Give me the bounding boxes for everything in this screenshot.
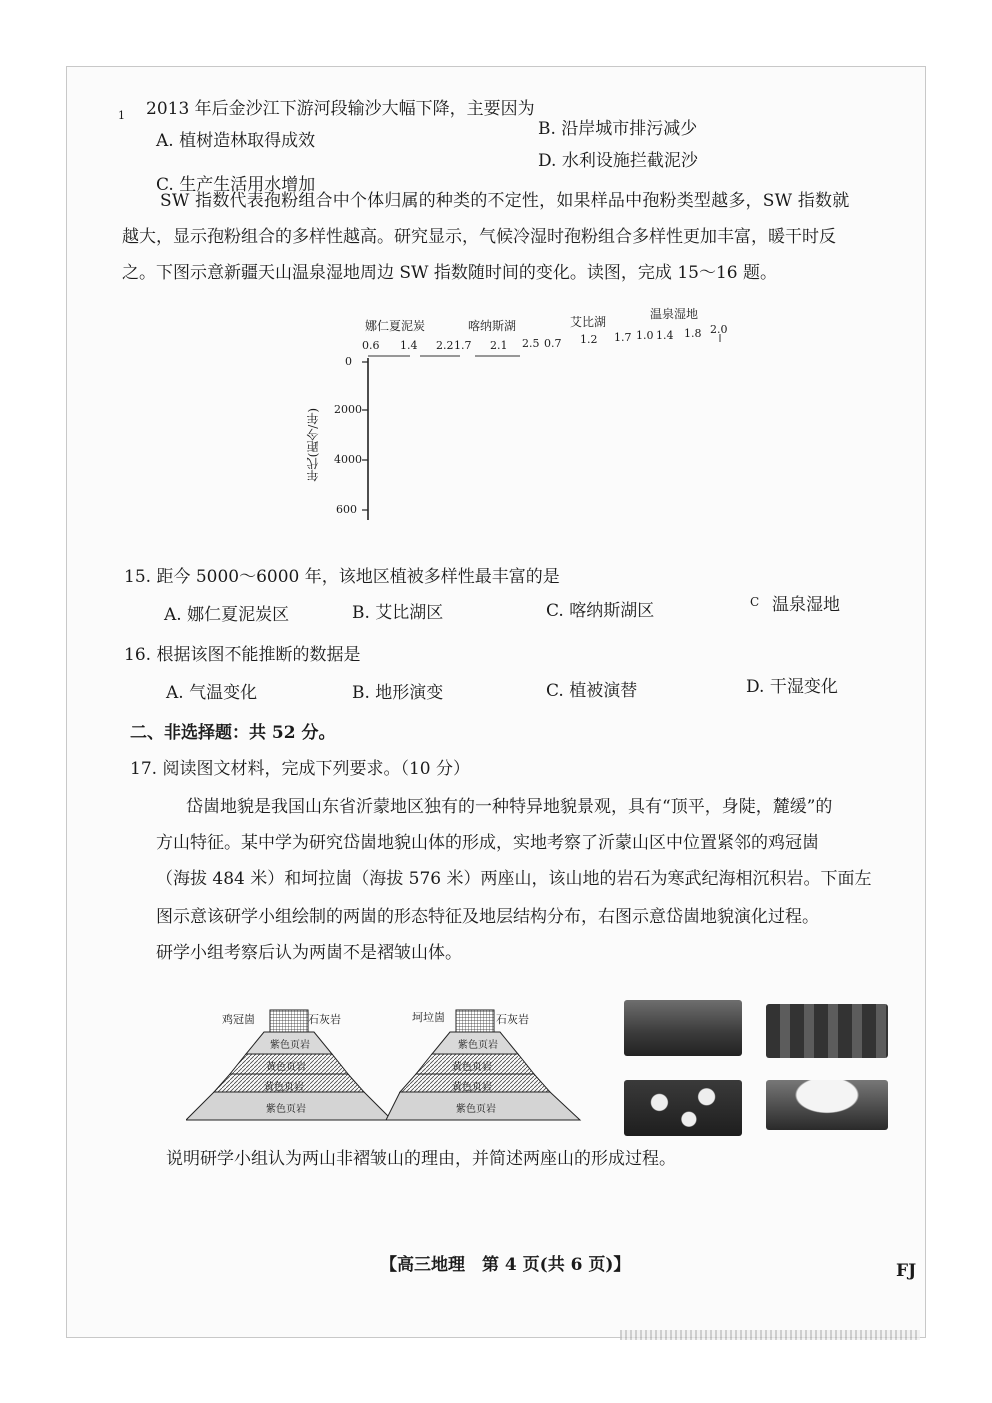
y-tick-label: 4000 (334, 453, 362, 466)
x-tick-label: 0.6 (362, 339, 380, 352)
y-tick-label: 2000 (334, 403, 362, 416)
x-tick-label: 2.2 (436, 339, 454, 352)
passage-line-3: 之。下图示意新疆天山温泉湿地周边 SW 指数随时间的变化。读图，完成 15～16 题。 (122, 263, 777, 283)
y-axis-label: 年代(距今/年) (306, 408, 320, 482)
page-footer: 【高三地理 第 4 页(共 6 页)】 (380, 1255, 631, 1275)
q17-paragraph-1: 岱崮地貌是我国山东省沂蒙地区独有的一种特异地貌景观，具有“顶平，身陡，麓缓”的 (186, 797, 833, 817)
x-tick-label: 1.4 (400, 339, 418, 352)
q15-option-c: C. 喀纳斯湖区 (546, 601, 655, 621)
evolution-block-1 (624, 1000, 742, 1056)
layer-label: 黄色页岩 (452, 1082, 492, 1093)
x-tick-label: 1.2 (580, 333, 598, 346)
q15-option-d-marker: C (750, 595, 760, 609)
q15-option-d: 温泉湿地 (772, 595, 840, 615)
q17-paragraph-5: 研学小组考察后认为两崮不是褶皱山体。 (156, 943, 462, 963)
limestone-cap-1 (270, 1010, 308, 1032)
q16-option-a: A. 气温变化 (166, 683, 258, 703)
x-tick-label: 1.8 (684, 327, 702, 340)
q17-paragraph-4: 图示意该研学小组绘制的两崮的形态特征及地层结构分布，右图示意岱崮地貌演化过程。 (156, 907, 819, 927)
series-label-wenquan: 温泉湿地 (650, 307, 699, 321)
q14-stem: 2013 年后金沙江下游河段输沙大幅下降，主要因为 (146, 99, 535, 119)
x-tick-label: 1.7 (614, 331, 632, 344)
q14-option-d: D. 水利设施拦截泥沙 (538, 151, 698, 171)
q16-option-b: B. 地形演变 (352, 683, 444, 703)
q16-option-d: D. 干湿变化 (746, 677, 838, 697)
y-tick-label: 0 (345, 355, 352, 368)
layer-label: 黄色页岩 (264, 1082, 304, 1093)
mountain-1-name: 鸡冠崮 (222, 1013, 255, 1026)
passage-line-1: SW 指数代表孢粉组合中个体归属的种类的不定性，如果样品中孢粉类型越多，SW 指数就 (160, 191, 850, 211)
q14-option-c: C. 生产生活用水增加 (156, 175, 316, 195)
layer-label: 紫色页岩 (456, 1104, 496, 1115)
layer-label: 黄色页岩 (266, 1062, 306, 1073)
q14-marker: 1 (118, 109, 125, 122)
x-tick-label: 2.0 (710, 323, 728, 336)
q14-option-a: A. 植树造林取得成效 (156, 131, 316, 151)
evolution-block-4 (766, 1080, 888, 1130)
layer-label: 紫色页岩 (458, 1040, 498, 1051)
q17-stem: 17. 阅读图文材料，完成下列要求。（10 分） (130, 759, 470, 779)
series-label-narenxia: 娜仁夏泥炭 (365, 319, 426, 333)
q16-option-c: C. 植被演替 (546, 681, 638, 701)
q15-option-a: A. 娜仁夏泥炭区 (164, 605, 290, 625)
q15-option-b: B. 艾比湖区 (352, 603, 444, 623)
layer-label: 黄色页岩 (452, 1062, 492, 1073)
series-label-ebinur: 艾比湖 (570, 315, 607, 329)
q15-stem: 15. 距今 5000～6000 年，该地区植被多样性最丰富的是 (124, 567, 560, 587)
q17-question: 说明研学小组认为两山非褶皱山的理由，并简述两座山的形成过程。 (166, 1149, 676, 1169)
series-label-kanas: 喀纳斯湖 (468, 319, 517, 333)
q17-paragraph-2: 方山特征。某中学为研究岱崮地貌山体的形成，实地考察了沂蒙山区中位置紧邻的鸡冠崮 (156, 833, 819, 853)
limestone-cap-2 (456, 1010, 494, 1032)
exam-code: FJ (896, 1261, 917, 1281)
q17-paragraph-3: （海拔 484 米）和坷拉崮（海拔 576 米）两座山，该山地的岩石为寒武纪海相沉积岩。下面左 (156, 869, 872, 889)
x-tick-label: 2.1 (490, 339, 508, 352)
sw-index-chart (300, 300, 760, 530)
scan-edge-noise (620, 1330, 920, 1340)
layer-label: 紫色页岩 (266, 1104, 306, 1115)
x-tick-label: 2.5 (522, 337, 540, 350)
passage-line-2: 越大，显示孢粉组合的多样性越高。研究显示，气候冷湿时孢粉组合多样性更加丰富，暖干时反 (122, 227, 836, 247)
section-heading: 二、非选择题：共 52 分。 (130, 723, 336, 743)
x-tick-label: 0.7 (544, 337, 562, 350)
q14-option-b: B. 沿岸城市排污减少 (538, 119, 698, 139)
y-tick-label: 600 (336, 503, 357, 516)
evolution-block-3 (624, 1080, 742, 1136)
mountain-2-name: 坷垃崮 (412, 1011, 445, 1024)
q16-stem: 16. 根据该图不能推断的数据是 (124, 645, 361, 665)
x-tick-label: 1.4 (656, 329, 674, 342)
mesa-cross-section-figure (186, 1008, 602, 1128)
x-tick-label: 1.0 (636, 329, 654, 342)
mountain-1-cap-label: 石灰岩 (308, 1013, 341, 1026)
mountain-2-cap-label: 石灰岩 (496, 1013, 529, 1026)
x-tick-label: 1.7 (454, 339, 472, 352)
layer-label: 紫色页岩 (270, 1040, 310, 1051)
evolution-block-2 (766, 1004, 888, 1058)
